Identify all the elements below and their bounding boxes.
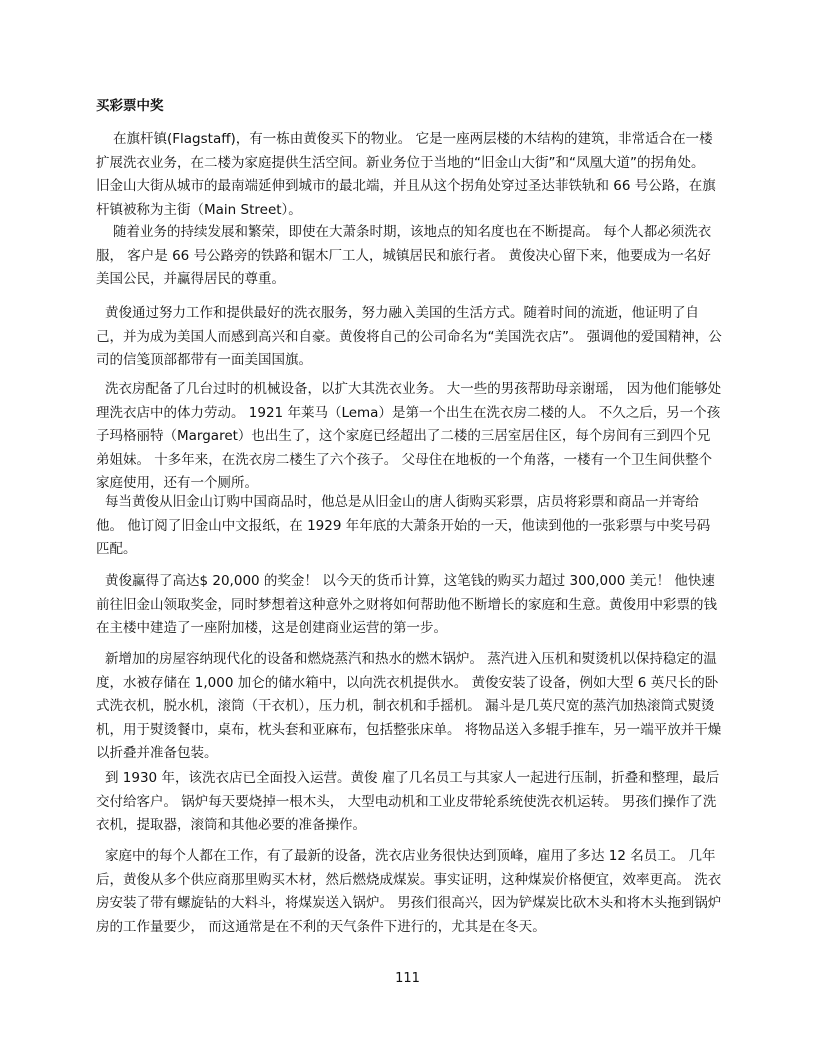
paragraph: 新增加的房屋容纳现代化的设备和燃烧蒸汽和热水的燃木锅炉。 蒸汽进入压机和熨烫机以保持稳定的温度，水被存储在 1,000 加仑的储水箱中，以向洗衣机提供水。 黄俊安装了设备，例如大型 6 英尺长的卧式洗衣机，脱水机，滚筒（干衣机），压力机，制衣机和手摇机。 漏斗是几英尺宽的蒸汽加热滚筒式熨烫机，用于熨烫餐巾，桌布，枕头套和亚麻布，包括整张床单。 将物品送入多辊手推车，另一端平放并干燥以折叠并准备包装。 [96, 651, 722, 761]
paragraph: 随着业务的持续发展和繁荣，即使在大萧条时期，该地点的知名度也在不断提高。 每个人都必须洗衣服， 客户是 66 号公路旁的铁路和锯木厂工人，城镇居民和旅行者。 黄俊决心留下来，他要成为一名好美国公民，并赢得居民的尊重。 [96, 224, 712, 287]
paragraph: 到 1930 年，该洗衣店已全面投入运营。黄俊 雇了几名员工与其家人一起进行压制，折叠和整理，最后交付给客户。 锅炉每天要烧掉一根木头， 大型电动机和工业皮带轮系统使洗衣机运转。 男孩们操作了洗衣机，提取器，滚筒和其他必要的准备操作。 [96, 770, 720, 833]
section-title: 买彩票中奖 [96, 98, 164, 114]
paragraph: 黄俊通过努力工作和提供最好的洗衣服务，努力融入美国的生活方式。随着时间的流逝，他证明了自己，并为成为美国人而感到高兴和自豪。黄俊将自己的公司命名为“美国洗衣店”。 强调他的爱国精神，公司的信笺顶部都带有一面美国国旗。 [96, 305, 722, 368]
page-number: 111 [395, 971, 420, 986]
paragraph: 洗衣房配备了几台过时的机械设备，以扩大其洗衣业务。 大一些的男孩帮助母亲谢瑶， 因为他们能够处理洗衣店中的体力劳动。 1921 年莱马（Lema）是第一个出生在洗衣房二楼的人。 不久之后，另一个孩子玛格丽特（Margaret）也出生了，这个家庭已经超出了二楼的三居室居住区，每个房间有三到四个兄弟姐妹。 十多年来，在洗衣房二楼生了六个孩子。 父母住在地板的一个角落，一楼有一个卫生间供整个家庭使用，还有一个厕所。 [96, 381, 722, 491]
paragraph: 黄俊赢得了高达$ 20,000 的奖金！ 以今天的货币计算，这笔钱的购买力超过 300,000 美元！ 他快速前往旧金山领取奖金，同时梦想着这种意外之财将如何帮助他不断增长的家庭和生意。黄俊用中彩票的钱在主楼中建造了一座附加楼，这是创建商业运营的第一步。 [96, 573, 717, 636]
paragraph: 在旗杆镇(Flagstaff)，有一栋由黄俊买下的物业。 它是一座两层楼的木结构的建筑，非常适合在一楼扩展洗衣业务，在二楼为家庭提供生活空间。新业务位于当地的“旧金山大街”和“凤凰大道”的拐角处。 旧金山大街从城市的最南端延伸到城市的最北端，并且从这个拐角处穿过圣达菲铁轨和 66 号公路，在旗杆镇被称为主街（Main Street）。 [96, 131, 716, 218]
paragraph: 每当黄俊从旧金山订购中国商品时，他总是从旧金山的唐人街购买彩票，店员将彩票和商品一并寄给他。 他订阅了旧金山中文报纸，在 1929 年年底的大萧条开始的一天，他读到他的一张彩票与中奖号码匹配。 [96, 494, 711, 557]
paragraph: 家庭中的每个人都在工作，有了最新的设备，洗衣店业务很快达到顶峰，雇用了多达 12 名员工。 几年后，黄俊从多个供应商那里购买木材，然后燃烧成煤炭。事实证明，这种煤炭价格便宜，效率更高。 洗衣房安装了带有螺旋钻的大料斗，将煤炭送入锅炉。 男孩们很高兴，因为铲煤炭比砍木头和将木头拖到锅炉房的工作量要少， 而这通常是在不利的天气条件下进行的，尤其是在冬天。 [96, 848, 722, 935]
